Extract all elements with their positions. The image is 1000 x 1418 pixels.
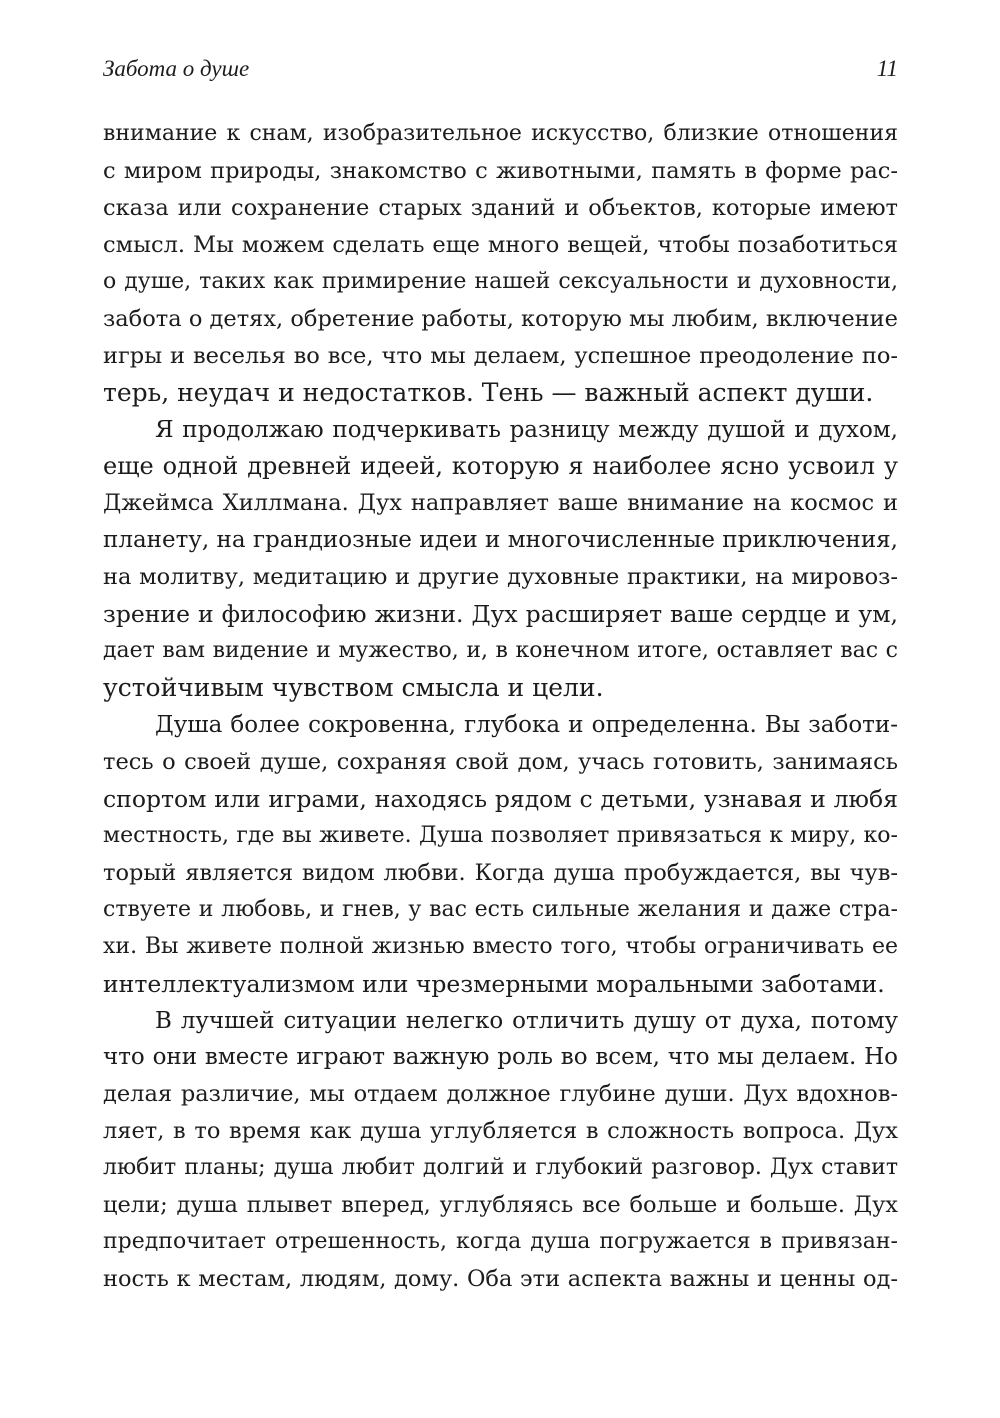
- text-line: о душе, таких как примирение нашей сексуальности и духовности,: [103, 268, 898, 294]
- text-line: дает вам видение и мужество, и, в конечном итоге, оставляет вас с: [103, 638, 898, 664]
- text-line: торый является видом любви. Когда душа пробуждается, вы чув-: [103, 859, 898, 886]
- text-line: забота о детях, обретение работы, которую мы любим, включение: [103, 305, 898, 332]
- paragraph: [103, 412, 898, 708]
- text-line: предпочитает отрешенность, когда душа погружается в привязан-: [103, 1229, 898, 1255]
- text-line: Джеймса Хиллмана. Дух направляет ваше внимание на космос и: [103, 490, 898, 517]
- text-line: что они вместе играют важную роль во всем, что мы делаем. Но: [103, 1044, 898, 1071]
- text-line: спортом или играми, находясь рядом с детьми, узнавая и любя: [103, 784, 898, 813]
- text-line: делая различие, мы отдаем должное глубине души. Дух вдохнов-: [103, 1081, 898, 1108]
- text-line: В лучшей ситуации нелегко отличить душу от духа, потому: [155, 1007, 898, 1034]
- paragraph: [103, 707, 898, 1003]
- text-line: ствуете и любовь, и гнев, у вас есть сильные желания и даже стра-: [103, 896, 898, 922]
- text-line: устойчивым чувством смысла и цели.: [103, 673, 604, 703]
- text-line: местность, где вы живете. Душа позволяет привязаться к миру, ко-: [103, 822, 898, 848]
- body-text: [103, 116, 898, 1298]
- text-line: Я продолжаю подчеркивать разницу между душой и духом,: [155, 416, 898, 443]
- text-line: тесь о своей душе, сохраняя свой дом, учась готовить, занимаясь: [103, 748, 898, 775]
- running-head: [103, 52, 898, 86]
- text-line: смысл. Мы можем сделать еще много вещей, чтобы позаботиться: [103, 231, 898, 258]
- text-line: сказа или сохранение старых зданий и объектов, которые имеют: [103, 194, 898, 221]
- text-line: хи. Вы живете полной жизнью вместо того, чтобы ограничивать ее: [103, 933, 898, 959]
- text-line: с миром природы, знакомство с животными, память в форме рас-: [103, 157, 898, 184]
- text-line: Душа более сокровенна, глубока и определенна. Вы заботи-: [155, 712, 898, 738]
- text-line: любит планы; душа любит долгий и глубокий разговор. Дух ставит: [103, 1155, 898, 1181]
- text-line: ляет, в то время как душа углубляется в сложность вопроса. Дух: [103, 1118, 898, 1145]
- page-number: 11: [876, 56, 898, 81]
- text-line: планету, на грандиозные идеи и многочисленные приключения,: [103, 527, 898, 554]
- text-line: терь, неудач и недостатков. Тень — важный аспект души.: [103, 377, 874, 407]
- paragraph: [103, 1003, 898, 1299]
- text-line: интеллектуализмом или чрезмерными моральными заботами.: [103, 969, 885, 998]
- text-line: игры и веселья во все, что мы делаем, успешное преодоление по-: [103, 342, 898, 369]
- text-line: зрение и философию жизни. Дух расширяет ваше сердце и ум,: [103, 600, 898, 629]
- text-line: внимание к снам, изобразительное искусство, близкие отношения: [103, 121, 898, 146]
- text-line: на молитву, медитацию и другие духовные практики, на мировоз-: [103, 564, 898, 591]
- paragraph: [103, 116, 898, 412]
- text-line: ность к местам, людям, дому. Оба эти аспекта важны и ценны од-: [103, 1266, 898, 1293]
- running-head-title: Забота о душе: [103, 56, 250, 81]
- text-line: цели; душа плывет вперед, углубляясь все больше и больше. Дух: [103, 1192, 898, 1219]
- text-line: еще одной древней идеей, которую я наиболее ясно усвоил у: [103, 452, 898, 481]
